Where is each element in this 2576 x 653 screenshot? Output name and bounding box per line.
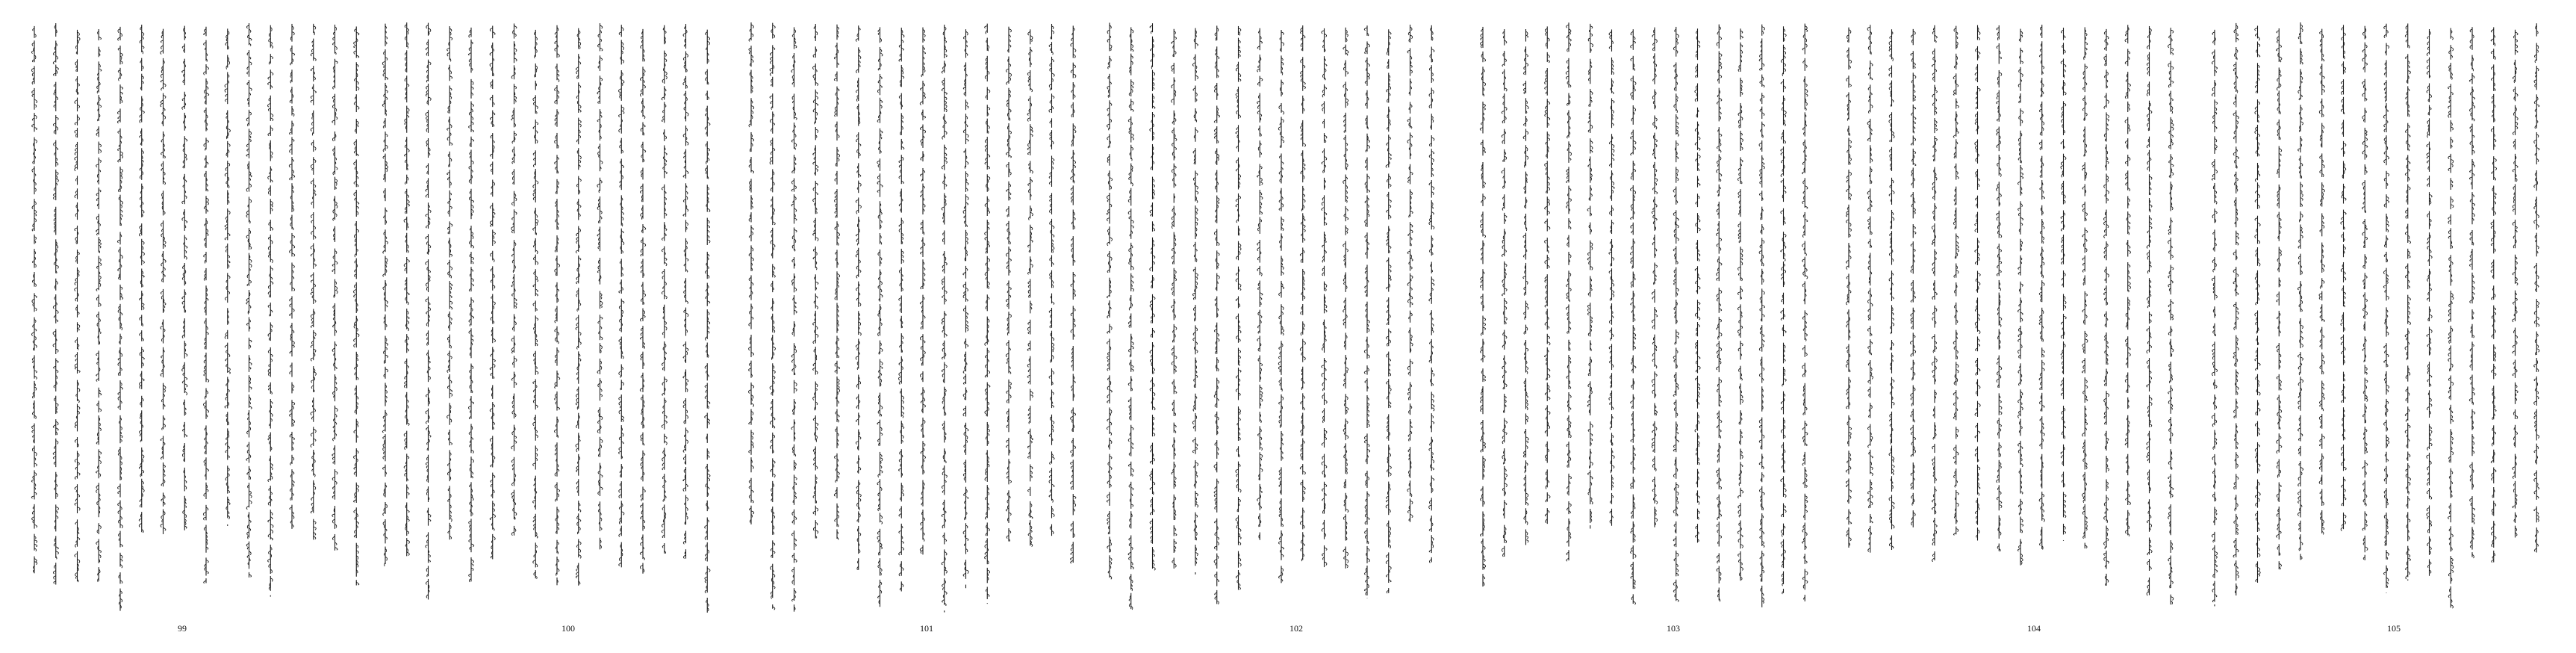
text-column: [856, 25, 861, 570]
text-column: [1867, 25, 1873, 552]
text-column: [749, 22, 754, 524]
text-column: [963, 29, 968, 588]
text-column: [2491, 27, 2496, 562]
text-column: [1846, 28, 1851, 548]
text-column: [289, 24, 294, 529]
text-column: [2341, 25, 2346, 530]
text-column: [899, 28, 904, 592]
text-column: [268, 25, 273, 597]
text-column: [662, 25, 667, 554]
text-column: [1717, 25, 1722, 602]
text-column: [1236, 26, 1241, 590]
text-column: [382, 24, 388, 566]
text-column: [1673, 27, 1679, 601]
text-column: [1006, 27, 1011, 542]
page-number-104: 104: [2027, 623, 2041, 634]
text-column: [225, 28, 230, 526]
text-column: [1257, 28, 1263, 540]
page-number-105: 105: [2387, 623, 2401, 634]
text-column: [246, 23, 252, 578]
text-column: [404, 22, 409, 556]
text-column: [96, 29, 102, 582]
text-column: [2319, 29, 2324, 535]
text-column: [2534, 23, 2539, 552]
text-column: [920, 28, 925, 555]
text-column: [1759, 25, 1764, 607]
text-column: [2103, 29, 2109, 589]
text-column: [1911, 29, 1916, 527]
text-column: [619, 25, 624, 567]
text-column: [311, 24, 316, 540]
text-column: [2125, 25, 2130, 536]
text-column: [354, 26, 359, 585]
text-column: [985, 24, 990, 604]
text-column: [1278, 30, 1284, 583]
text-column: [597, 23, 603, 549]
page-number-102: 102: [1289, 623, 1303, 634]
text-column: [139, 25, 144, 533]
text-column: [813, 24, 818, 539]
text-column: [1545, 26, 1550, 524]
text-column: [1695, 28, 1700, 542]
text-column: [2448, 28, 2454, 609]
text-column: [2383, 24, 2389, 593]
text-column: [1107, 22, 1112, 579]
text-column: [2513, 30, 2518, 538]
text-column: [640, 29, 645, 574]
text-column: [1407, 25, 1413, 522]
text-column: [1027, 29, 1033, 546]
page-number-101: 101: [920, 623, 933, 634]
text-column: [1953, 26, 1959, 536]
text-column: [203, 27, 208, 584]
text-column: [2362, 26, 2368, 560]
text-column: [2255, 25, 2260, 582]
text-column: [770, 23, 775, 610]
text-column: [1150, 23, 1155, 570]
text-column: [1975, 25, 1980, 541]
text-column: [533, 30, 538, 579]
text-column: [426, 23, 431, 600]
text-column: [2147, 26, 2152, 595]
text-column: [1322, 28, 1327, 567]
text-column: [31, 26, 37, 573]
text-column: [2427, 29, 2432, 576]
text-column: [1128, 27, 1133, 610]
text-column: [555, 25, 560, 586]
text-column: [1343, 28, 1348, 569]
text-column: [447, 26, 452, 539]
text-column: [182, 26, 187, 530]
text-column: [1386, 29, 1391, 593]
text-column: [1502, 29, 1507, 557]
text-column: [1172, 29, 1177, 569]
text-column: [332, 25, 337, 551]
text-column: [791, 27, 797, 611]
text-column: [1300, 25, 1305, 561]
text-column: [2039, 25, 2044, 549]
text-column: [1566, 22, 1571, 561]
text-column: [490, 26, 495, 560]
text-column: [117, 27, 122, 611]
text-column: [2297, 22, 2303, 560]
text-column: [576, 28, 581, 586]
text-column: [2469, 27, 2474, 558]
text-column: [1781, 26, 1786, 594]
text-column: [705, 30, 710, 613]
text-column: [1889, 29, 1894, 550]
text-column: [1737, 28, 1743, 581]
text-column: [877, 27, 883, 607]
text-column: [1652, 28, 1657, 527]
text-column: [53, 23, 58, 584]
text-column: [1364, 25, 1369, 598]
text-column: [1480, 27, 1485, 587]
text-column: [1523, 29, 1528, 545]
text-column: [1802, 24, 1808, 601]
text-column: [161, 29, 166, 534]
text-column: [1587, 24, 1593, 529]
text-column: [75, 30, 80, 582]
text-column: [2061, 28, 2066, 541]
text-column: [2017, 29, 2023, 566]
text-column: [683, 24, 688, 559]
text-column: [2405, 23, 2410, 581]
text-column: [2168, 28, 2174, 604]
text-column: [1932, 25, 1937, 562]
page-number-100: 100: [561, 623, 575, 634]
text-column: [468, 28, 473, 582]
text-column: [1609, 29, 1614, 525]
text-column: [2212, 30, 2217, 607]
text-column: [1049, 24, 1054, 536]
text-column: [511, 23, 517, 535]
text-column: [942, 25, 947, 612]
text-column: [2277, 28, 2282, 569]
text-column: [2082, 27, 2088, 548]
text-column: [1192, 28, 1198, 575]
text-column: [1997, 25, 2002, 551]
text-column: [834, 25, 839, 539]
page-number-99: 99: [178, 623, 187, 634]
text-column: [1429, 25, 1434, 563]
text-column: [2233, 23, 2239, 595]
page-number-103: 103: [1667, 623, 1680, 634]
text-column: [1071, 25, 1076, 563]
text-column: [1631, 29, 1636, 604]
text-column: [1214, 25, 1219, 604]
